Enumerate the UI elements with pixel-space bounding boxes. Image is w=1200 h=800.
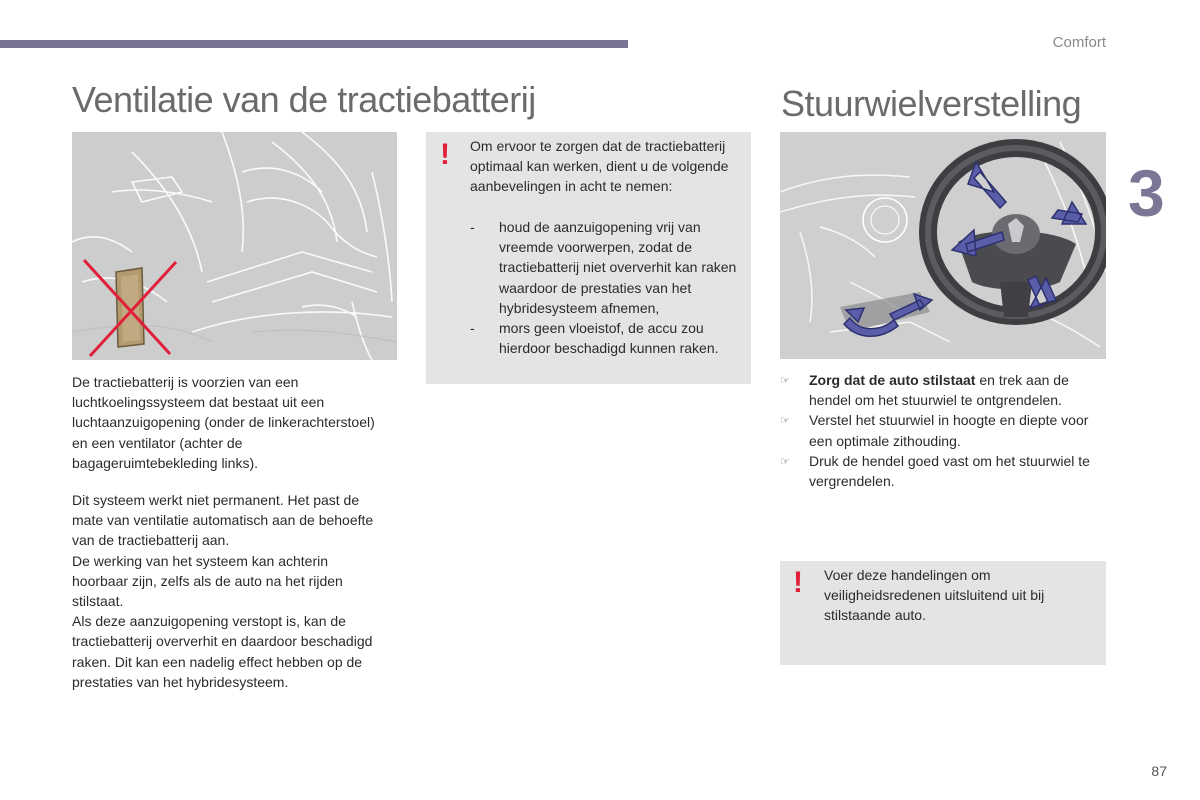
battery-ventilation-title: Ventilatie van de tractiebatterij <box>72 79 536 120</box>
seat-vent-illustration <box>72 132 397 360</box>
list-item <box>780 410 1106 450</box>
chapter-number: 3 <box>1128 156 1165 230</box>
warning-list <box>470 217 746 358</box>
warning-exclamation-icon: ! <box>440 138 450 171</box>
page-number: 87 <box>1151 763 1167 779</box>
header-accent-bar <box>0 40 628 48</box>
step-emphasis: Zorg dat de auto stilstaat <box>809 372 976 388</box>
warning-exclamation-icon: ! <box>793 566 803 599</box>
hand-pointer-icon: ☞ <box>780 375 790 387</box>
list-item <box>780 451 1106 491</box>
list-item <box>470 217 746 318</box>
steering-warning-box <box>780 561 1106 665</box>
list-dash: - <box>470 320 475 337</box>
steering-wheel-illustration <box>780 132 1106 359</box>
step-text: Verstel het stuurwiel in hoogte en diepte voor een optimale zithouding. <box>809 412 1089 449</box>
list-item-text: houd de aanzuigopening vrij van vreemde voorwerpen, zodat de tractiebatterij niet oververhit kan raken waardoor de prestaties van het hybridesysteem afnemen, <box>499 219 737 316</box>
ventilation-operation-text: Dit systeem werkt niet permanent. Het past de mate van ventilatie automatisch aan de behoefte van de tractiebatterij aan. De werking van het systeem kan achterin hoorbaar zijn, zelfs als de auto na het rijden stilstaat. Als deze aanzuigopening verstopt is, kan de tractiebatterij oververhit en daardoor beschadigd raken. Dit kan een nadelig effect hebben op de prestaties van het hybridesysteem. <box>72 492 374 690</box>
hand-pointer-icon: ☞ <box>780 455 790 468</box>
list-dash: - <box>470 219 475 235</box>
battery-warning-box <box>426 132 751 384</box>
warning-intro: Om ervoor te zorgen dat de tractiebatterij optimaal kan werken, dient u de volgende aanbevelingen in acht te nemen: <box>470 138 729 195</box>
steering-adjustment-title: Stuurwielverstelling <box>781 83 1082 124</box>
list-item <box>470 318 746 358</box>
list-item <box>780 370 1106 410</box>
section-label: Comfort <box>1052 34 1106 51</box>
step-text: en trek aan de hendel om het stuurwiel te ontgrendelen. <box>809 372 1069 409</box>
steering-steps-list <box>780 370 1106 491</box>
list-item-text: mors geen vloeistof, de accu zou hierdoor beschadigd kunnen raken. <box>499 320 719 357</box>
ventilation-description: De tractiebatterij is voorzien van een luchtkoelingssysteem dat bestaat uit een luchtaanzuigopening (onder de linkerachterstoel) en een ventilator (achter de bagageruimtebekleding links). <box>72 374 375 471</box>
warning-text: Voer deze handelingen om veiligheidsredenen uitsluitend uit bij stilstaande auto. <box>824 567 1045 624</box>
step-text: Druk de hendel goed vast om het stuurwiel te vergrendelen. <box>809 452 1090 490</box>
hand-pointer-icon: ☞ <box>780 415 790 428</box>
